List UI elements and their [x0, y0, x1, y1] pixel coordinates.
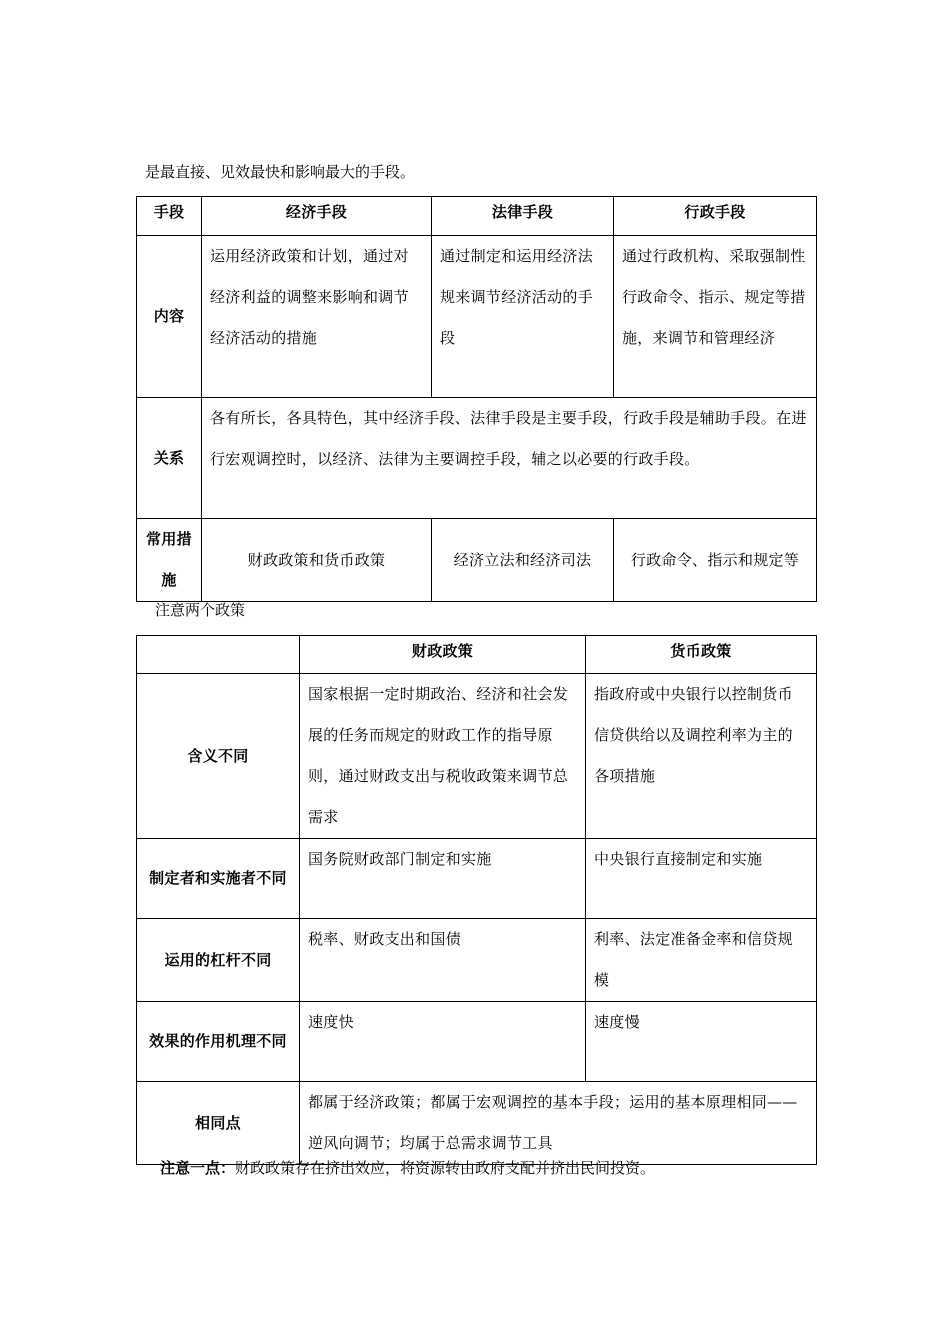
footnote [160, 1156, 655, 1180]
content-row [137, 236, 817, 398]
common-label: 相同点 [137, 1082, 300, 1165]
policy-row-makers [137, 839, 817, 919]
header-monetary: 货币政策 [586, 636, 817, 674]
intro-line: 是最直接、见效最快和影响最大的手段。 [145, 163, 416, 181]
relation-label: 关系 [137, 398, 202, 519]
note-two-policies: 注意两个政策 [155, 601, 246, 619]
common-text: 都属于经济政策；都属于宏观调控的基本手段；运用的基本原理相同——逆风向调节；均属于总需求调节工具 [300, 1082, 817, 1165]
header-admin: 行政手段 [614, 197, 817, 236]
policy-row-mechanism [137, 1002, 817, 1082]
policy-row-levers [137, 919, 817, 1002]
policy-header-row [137, 636, 817, 674]
content-label: 内容 [137, 236, 202, 398]
measures-legal: 经济立法和经济司法 [432, 519, 614, 602]
measures-admin: 行政命令、指示和规定等 [614, 519, 817, 602]
fiscal-cell: 速度快 [300, 1002, 586, 1082]
policy-row-common [137, 1082, 817, 1165]
header-legal: 法律手段 [432, 197, 614, 236]
header-means: 手段 [137, 197, 202, 236]
policy-table [136, 635, 817, 1165]
measures-label: 常用措施 [137, 519, 202, 602]
fiscal-cell: 国务院财政部门制定和实施 [300, 839, 586, 919]
content-admin: 通过行政机构、采取强制性行政命令、指示、规定等措施，来调节和管理经济 [614, 236, 817, 398]
monetary-cell: 中央银行直接制定和实施 [586, 839, 817, 919]
fiscal-cell: 税率、财政支出和国债 [300, 919, 586, 1002]
means-header-row [137, 197, 817, 236]
measures-economic: 财政政策和货币政策 [202, 519, 432, 602]
relation-row [137, 398, 817, 519]
row-label: 制定者和实施者不同 [137, 839, 300, 919]
fiscal-cell: 国家根据一定时期政治、经济和社会发展的任务而规定的财政工作的指导原则，通过财政支出与税收政策来调节总需求 [300, 674, 586, 839]
header-fiscal: 财政政策 [300, 636, 586, 674]
row-label: 运用的杠杆不同 [137, 919, 300, 1002]
means-table [136, 196, 817, 602]
policy-row-meaning [137, 674, 817, 839]
monetary-cell: 指政府或中央银行以控制货币信贷供给以及调控利率为主的各项措施 [586, 674, 817, 839]
header-empty [137, 636, 300, 674]
monetary-cell: 利率、法定准备金率和信贷规模 [586, 919, 817, 1002]
content-legal: 通过制定和运用经济法规来调节经济活动的手段 [432, 236, 614, 398]
content-economic: 运用经济政策和计划，通过对经济利益的调整来影响和调节经济活动的措施 [202, 236, 432, 398]
header-economic: 经济手段 [202, 197, 432, 236]
row-label: 含义不同 [137, 674, 300, 839]
footnote-text: 财政政策存在挤出效应，将资源转由政府支配并挤出民间投资。 [235, 1159, 656, 1177]
relation-text: 各有所长，各具特色，其中经济手段、法律手段是主要手段，行政手段是辅助手段。在进行宏观调控时，以经济、法律为主要调控手段，辅之以必要的行政手段。 [202, 398, 817, 519]
monetary-cell: 速度慢 [586, 1002, 817, 1082]
footnote-label: 注意一点： [160, 1159, 236, 1177]
row-label: 效果的作用机理不同 [137, 1002, 300, 1082]
measures-row [137, 519, 817, 602]
